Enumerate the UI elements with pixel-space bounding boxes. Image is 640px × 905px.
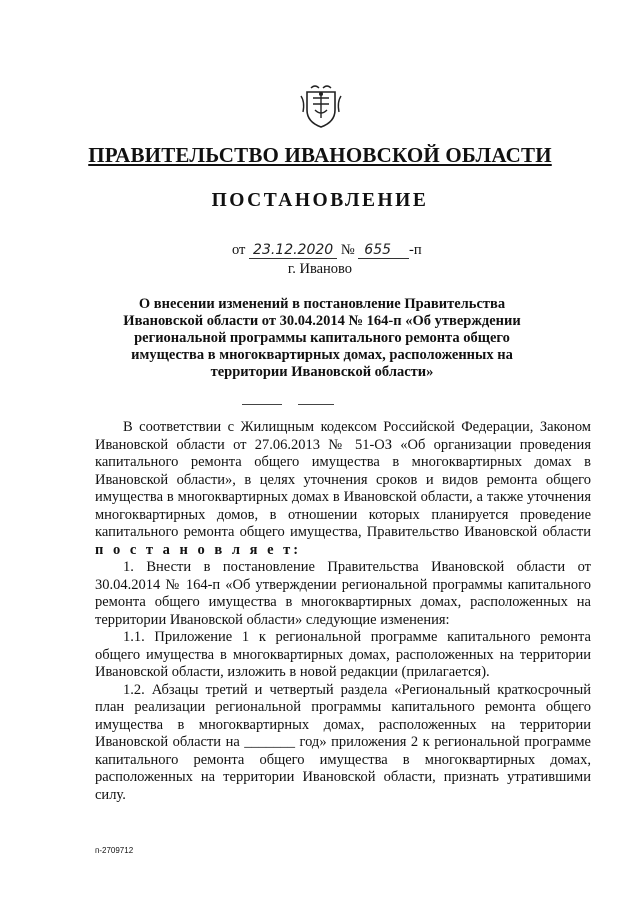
coat-of-arms-icon [297,82,345,130]
item-1-1: 1.1. Приложение 1 к региональной программе капитального ремонта общего имущества в многоквартирных домах, расположенных на территории Ивановской области, изложить в новой редакции (прилагается). [95,629,591,680]
date-prefix: от [232,242,246,258]
divider [298,404,334,405]
city: г. Иваново [287,261,353,277]
handwritten-number: 655 [358,243,409,259]
document-title: О внесении изменений в постановление Правительства Ивановской области от 30.04.2014 № 164-п «Об утверждении региональной программы капитального ремонта общего имущества в многоквартирных домах, расположенных на территории Ивановской области» [123,296,521,380]
decree-word: п о с т а н о в л я е т: [95,541,302,558]
divider [242,404,282,405]
number-sign: № [340,242,355,258]
preamble-paragraph [95,419,591,559]
preamble-text: В соответствии с Жилищным кодексом Российской Федерации, Законом Ивановской области от 27.06.2013 № 51-ОЗ «Об организации проведения капитального ремонта общего имущества в многоквартирных домах в Ивановской области», в целях уточнения сроков и видов ремонта общего имущества в многоквартирных домах в Ивановской области, а также уточнения многоквартирных домов, в отношении которых планируется проведение капитального ремонта общего имущества, Правительство Ивановской области [95,419,591,540]
document-body [95,419,591,804]
organization-name: ПРАВИТЕЛЬСТВО ИВАНОВСКОЙ ОБЛАСТИ [88,143,552,167]
document-type: ПОСТАНОВЛЕНИЕ [211,190,429,211]
number-suffix: -п [409,242,422,258]
item-1-2: 1.2. Абзацы третий и четвертый раздела «Региональный краткосрочный план реализации региональной программы капитального ремонта общего имущества в многоквартирных домах, расположенных на территории Ивановской области на _______ год» приложения 2 к региональной программе капитального ремонта общего имущества в многоквартирных домах, расположенных на территории Ивановской области, признать утратившими силу. [95,681,591,803]
footer-code: п-2709712 [95,846,134,855]
item-1: 1. Внести в постановление Правительства Ивановской области от 30.04.2014 № 164-п «Об утверждении региональной программы капитального ремонта общего имущества в многоквартирных домах, расположенных на территории Ивановской области» следующие изменения: [95,559,591,628]
handwritten-date: 23.12.2020 [249,243,337,259]
date-number-line [232,242,422,259]
